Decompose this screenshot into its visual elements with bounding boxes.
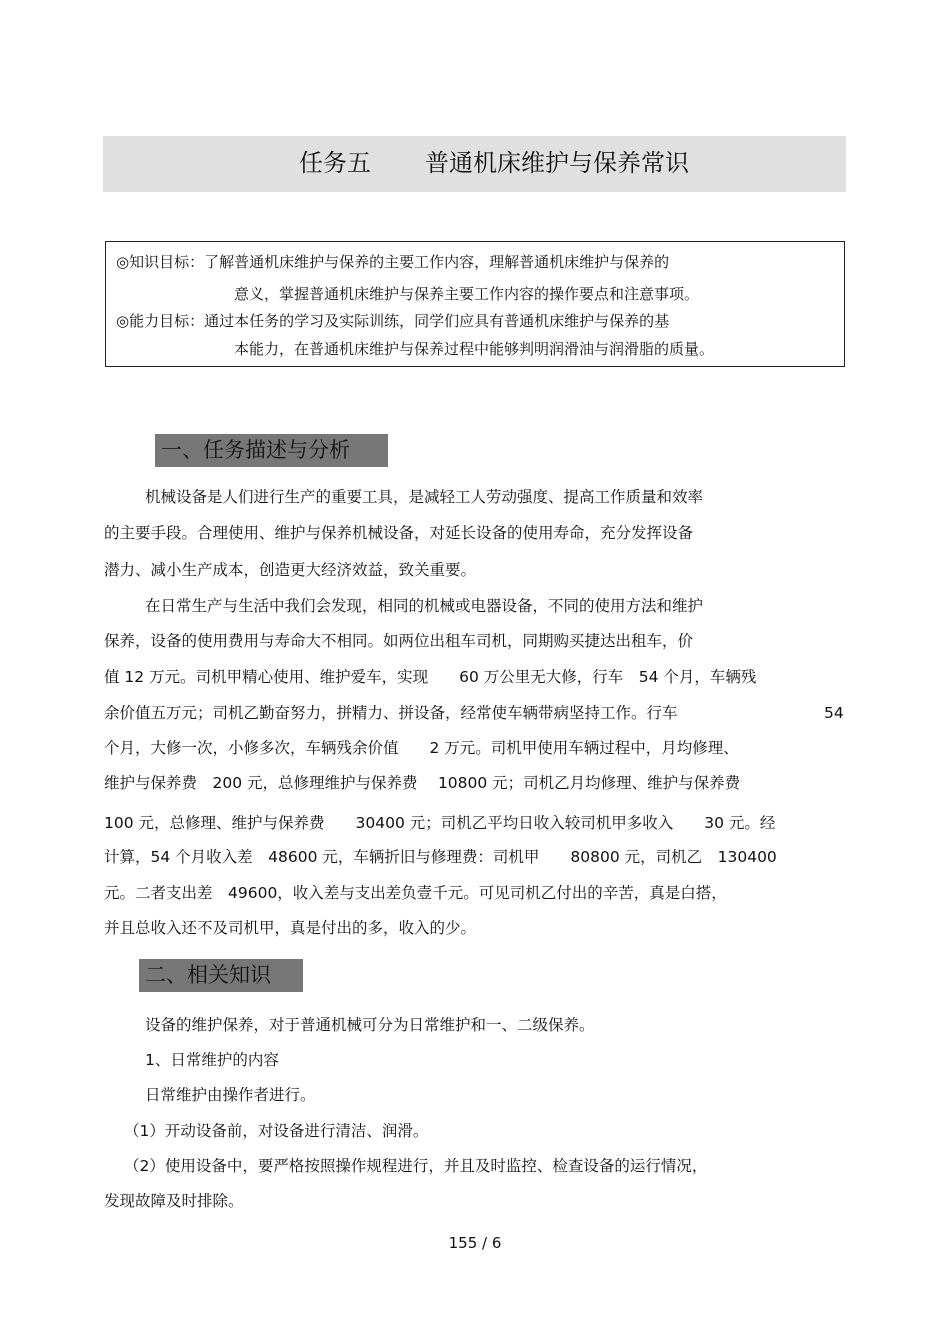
- paragraph-line-fragment: 54: [824, 704, 844, 722]
- objective-ability-line-cont: 本能力，在普通机床维护与保养过程中能够判明润滑油与润滑脂的质量。: [234, 340, 715, 358]
- paragraph-line: 值 12 万元。司机甲精心使用、维护爱车，实现 60 万公里无大修，行车 54 个月，车辆残: [104, 668, 757, 686]
- title-task-number: 任务五: [299, 149, 371, 177]
- subheading-daily-maintenance: 1、日常维护的内容: [145, 1051, 279, 1069]
- paragraph-line: 并且总收入还不及司机甲，真是付出的多，收入的少。: [104, 919, 477, 937]
- objective-knowledge-line: ◎知识目标：了解普通机床维护与保养的主要工作内容，理解普通机床维护与保养的: [116, 253, 670, 271]
- paragraph-line: 计算，54 个月收入差 48600 元，车辆折旧与修理费：司机甲 80800 元，司机乙 130400: [104, 848, 777, 866]
- list-item: （1）开动设备前，对设备进行清洁、润滑。: [124, 1122, 429, 1140]
- list-item: （2）使用设备中，要严格按照操作规程进行，并且及时监控、检查设备的运行情况，: [124, 1157, 708, 1175]
- paragraph-line: 个月，大修一次，小修多次，车辆残余价值 2 万元。司机甲使用车辆过程中，月均修理、: [104, 739, 739, 757]
- page-number: 155 / 6: [448, 1234, 502, 1252]
- paragraph-line: 发现故障及时排除。: [104, 1192, 244, 1210]
- objective-knowledge-line-cont: 意义，掌握普通机床维护与保养主要工作内容的操作要点和注意事项。: [234, 285, 700, 303]
- paragraph-line: 维护与保养费 200 元，总修理维护与保养费 10800 元；司机乙月均修理、维护与保养费: [104, 774, 741, 792]
- paragraph-line: 的主要手段。合理使用、维护与保养机械设备，对延长设备的使用寿命，充分发挥设备: [104, 524, 694, 542]
- paragraph-line: 在日常生产与生活中我们会发现，相同的机械或电器设备，不同的使用方法和维护: [145, 597, 704, 615]
- paragraph-line: 保养，设备的使用费用与寿命大不相同。如两位出租车司机，同期购买捷达出租车，价: [104, 632, 694, 650]
- paragraph-line: 元。二者支出差 49600，收入差与支出差负壹千元。可见司机乙付出的辛苦，真是白搭，: [104, 884, 727, 902]
- paragraph-line: 潜力、减小生产成本，创造更大经济效益，致关重要。: [104, 561, 477, 579]
- title-banner: [103, 136, 846, 192]
- section-heading-related-knowledge: 二、相关知识: [139, 959, 303, 992]
- section-heading-task-description: 一、任务描述与分析: [155, 434, 388, 467]
- paragraph-line: 100 元，总修理、维护与保养费 30400 元；司机乙平均日收入较司机甲多收入 30 元。经: [104, 814, 776, 832]
- paragraph-line: 机械设备是人们进行生产的重要工具，是减轻工人劳动强度、提高工作质量和效率: [145, 488, 704, 506]
- paragraph-line: 设备的维护保养，对于普通机械可分为日常维护和一、二级保养。: [145, 1016, 595, 1034]
- paragraph-line: 日常维护由操作者进行。: [145, 1086, 316, 1104]
- paragraph-line: 余价值五万元；司机乙勤奋努力，拼精力、拼设备，经常使车辆带病坚持工作。行车: [104, 704, 678, 722]
- objective-ability-line: ◎能力目标：通过本任务的学习及实际训练，同学们应具有普通机床维护与保养的基: [116, 312, 670, 330]
- title-text: 普通机床维护与保养常识: [425, 149, 689, 177]
